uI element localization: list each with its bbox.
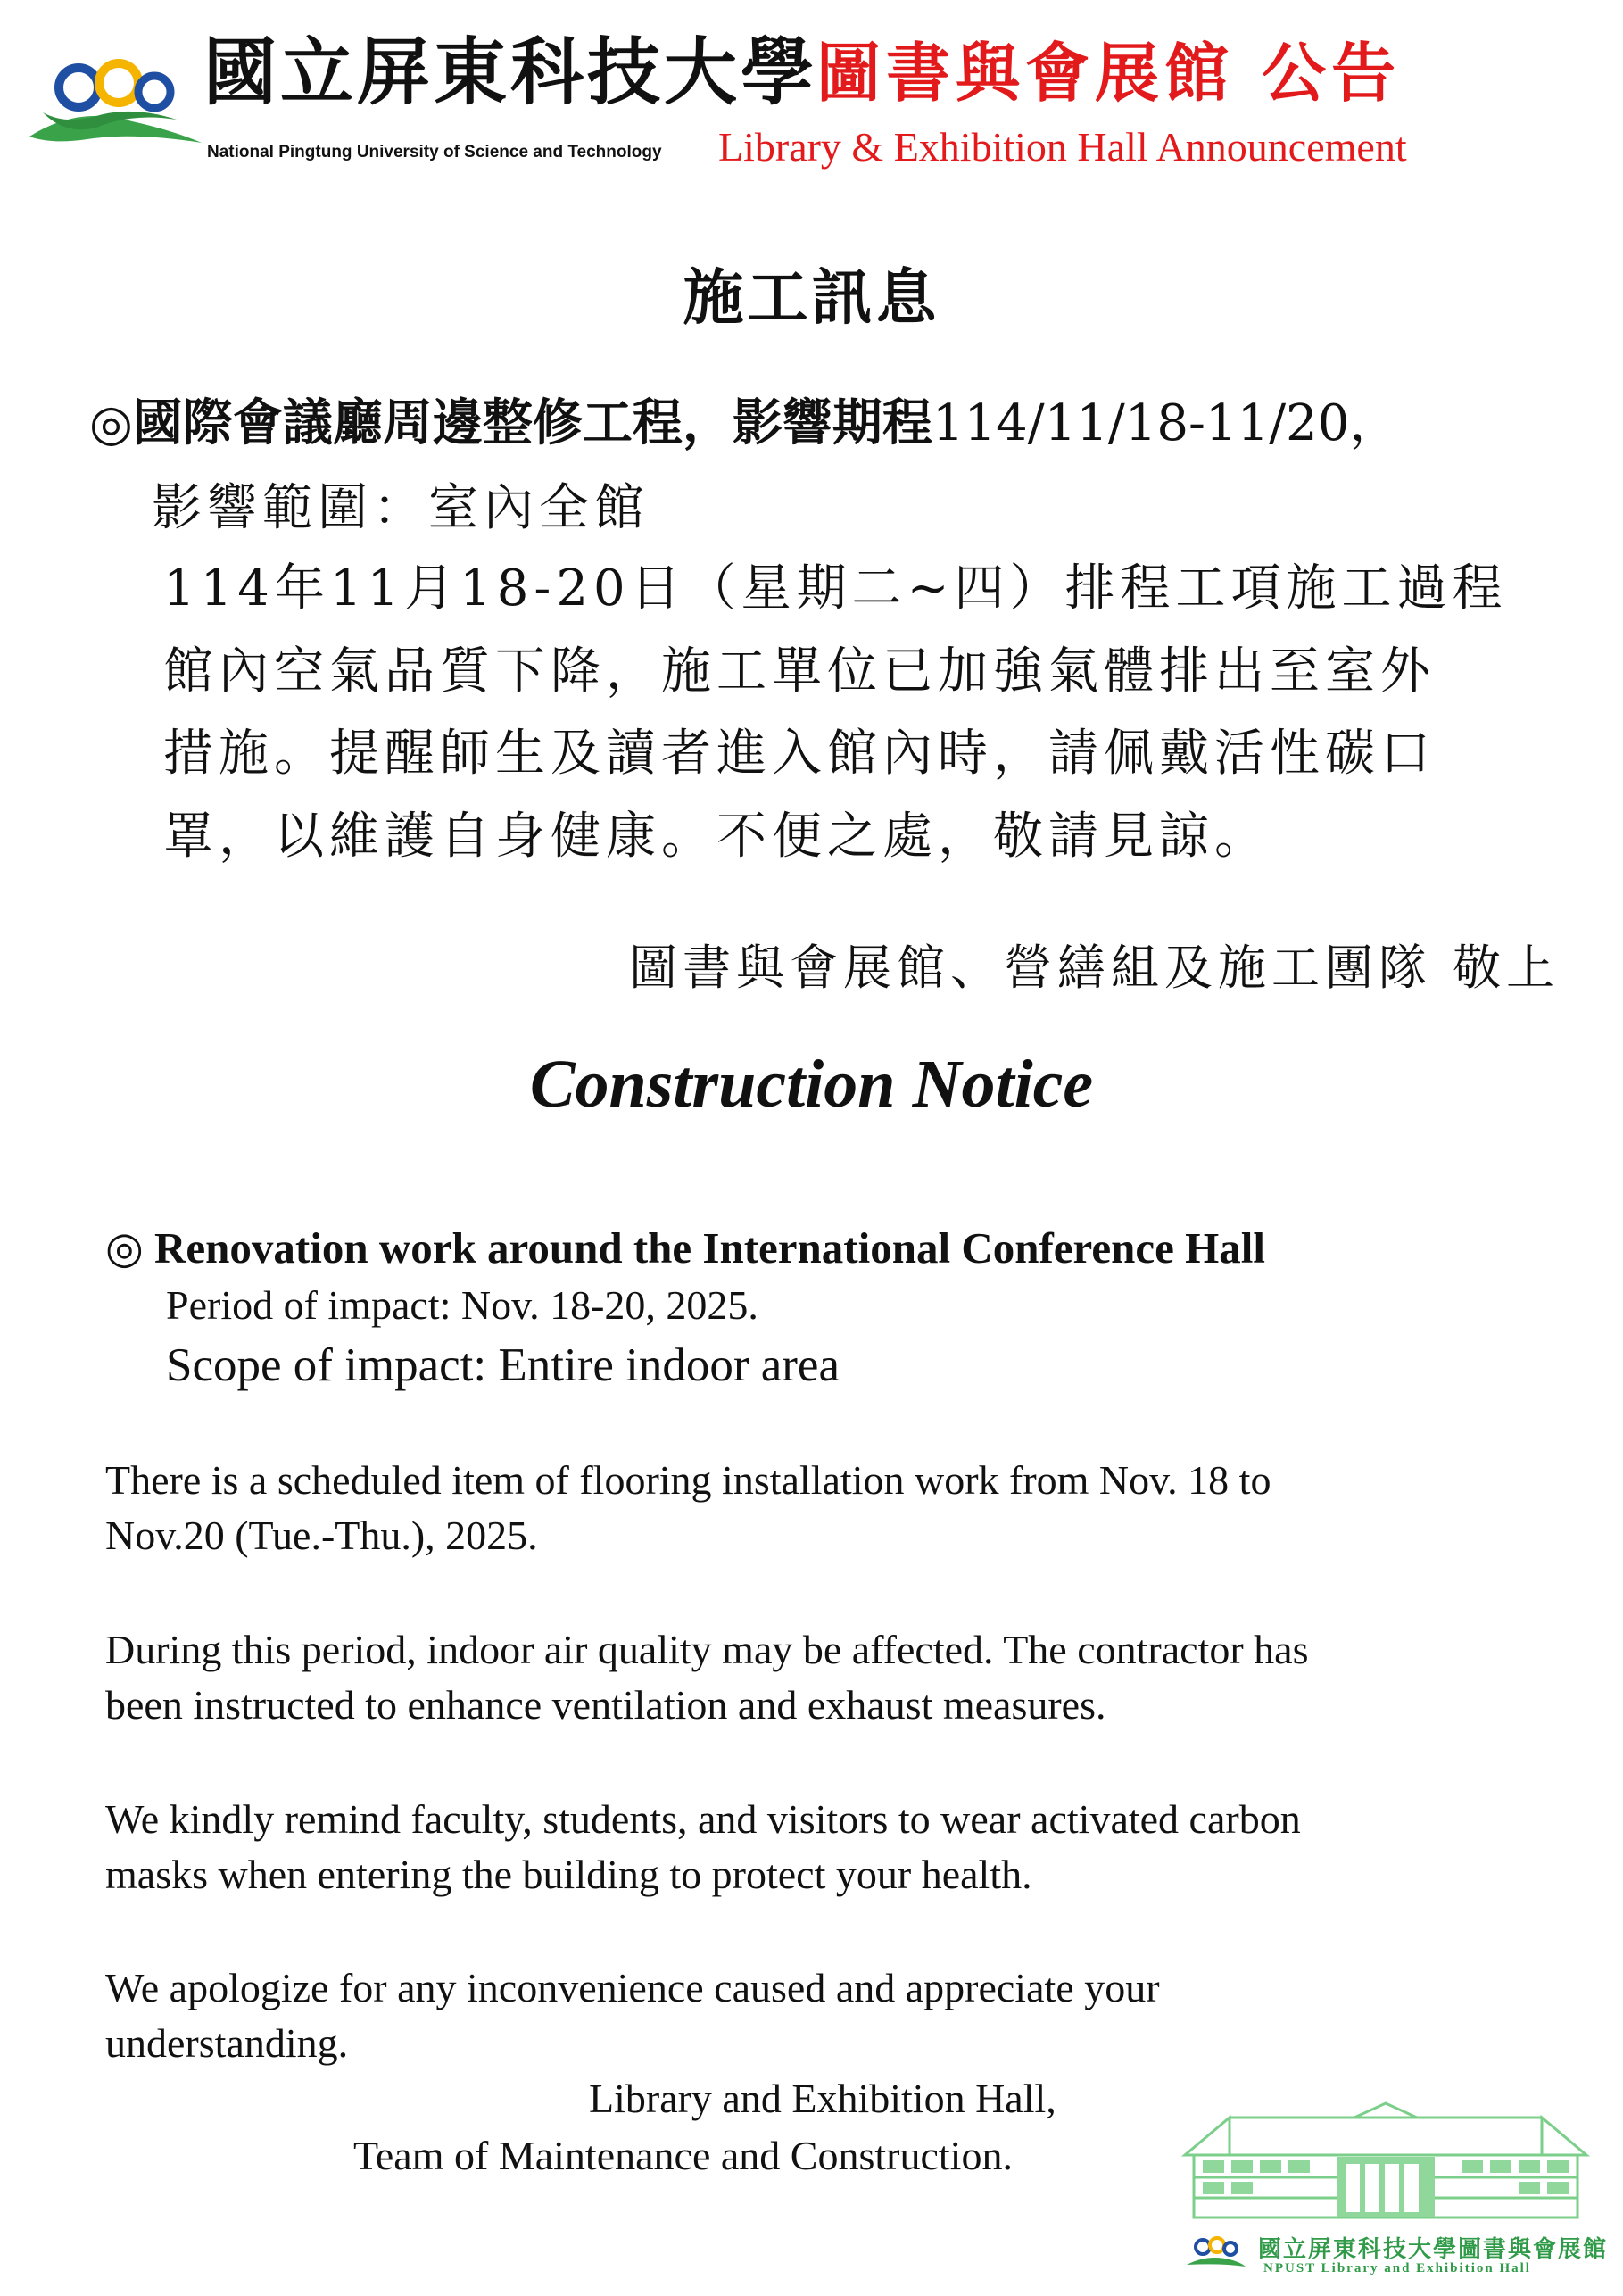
bullet-icon: ◎ <box>89 394 133 452</box>
paragraph-line-en: understanding. <box>105 2020 349 2066</box>
footer-logo-icon <box>1185 2231 1247 2268</box>
paragraph-line-en: We kindly remind faculty, students, and visitors to wear activated carbon <box>105 1796 1301 1842</box>
paragraph-line-en: During this period, indoor air quality may be affected. The contractor has <box>105 1627 1309 1672</box>
university-name-en: National Pingtung University of Science and Technology <box>207 143 662 162</box>
notice-item-heading-en: Renovation work around the International Conference Hall <box>154 1223 1265 1272</box>
signature-en-line: Team of Maintenance and Construction. <box>353 2133 1013 2178</box>
footer-library-name-en: NPUST Library and Exhibition Hall <box>1263 2261 1531 2275</box>
notice-item-zh <box>89 384 1399 455</box>
paragraph-line-en: been instructed to enhance ventilation and exhaust measures. <box>105 1682 1106 1728</box>
notice-item-comma: ， <box>1349 394 1400 452</box>
notice-title-en: Construction Notice <box>529 1047 1094 1122</box>
notice-paragraph-line-zh: 措施。提醒師生及讀者進入館內時，請佩戴活性碳口 <box>163 725 1436 783</box>
impact-scope-zh: 影響範圍：室內全館 <box>152 479 650 537</box>
signature-en-line: Library and Exhibition Hall, <box>589 2076 1056 2121</box>
paragraph-line-en: We apologize for any inconvenience caused and appreciate your <box>105 1965 1160 2010</box>
signature-zh: 圖書與會展館、營繕組及施工團隊 敬上 <box>629 940 1561 996</box>
notice-paragraph-line-zh: 罩，以維護自身健康。不便之處，敬請見諒。 <box>163 808 1270 866</box>
paragraph-line-en: Nov.20 (Tue.-Thu.), 2025. <box>105 1513 538 1558</box>
impact-period-en: Period of impact: Nov. 18-20, 2025. <box>166 1282 758 1328</box>
notice-paragraph-line-zh: 館內空氣品質下降，施工單位已加強氣體排出至室外 <box>163 642 1436 700</box>
announcement-title-en: Library & Exhibition Hall Announcement <box>718 124 1407 170</box>
university-logo <box>25 43 203 150</box>
impact-scope-en: Scope of impact: Entire indoor area <box>166 1339 840 1391</box>
notice-item-en <box>105 1223 1265 1273</box>
paragraph-line-en: There is a scheduled item of flooring installation work from Nov. 18 to <box>105 1457 1271 1503</box>
university-name-zh: 國立屏東科技大學 <box>203 29 818 115</box>
paragraph-line-en: masks when entering the building to protect your health. <box>105 1852 1032 1897</box>
notice-paragraph-line-zh: 114年11月18-20日（星期二~四）排程工項施工過程 <box>163 559 1508 618</box>
notice-item-dates-zh: 114/11/18-11/20 <box>932 394 1350 452</box>
bullet-icon: ◎ <box>105 1223 144 1272</box>
library-building-icon <box>1176 2101 1595 2226</box>
notice-item-heading-zh: 國際會議廳周邊整修工程，影響期程 <box>132 394 932 452</box>
announcement-title-zh: 圖書與會展館 公告 <box>816 35 1402 111</box>
footer-library-name-zh: 國立屏東科技大學圖書與會展館 <box>1258 2236 1609 2263</box>
notice-title-zh: 施工訊息 <box>683 262 940 334</box>
